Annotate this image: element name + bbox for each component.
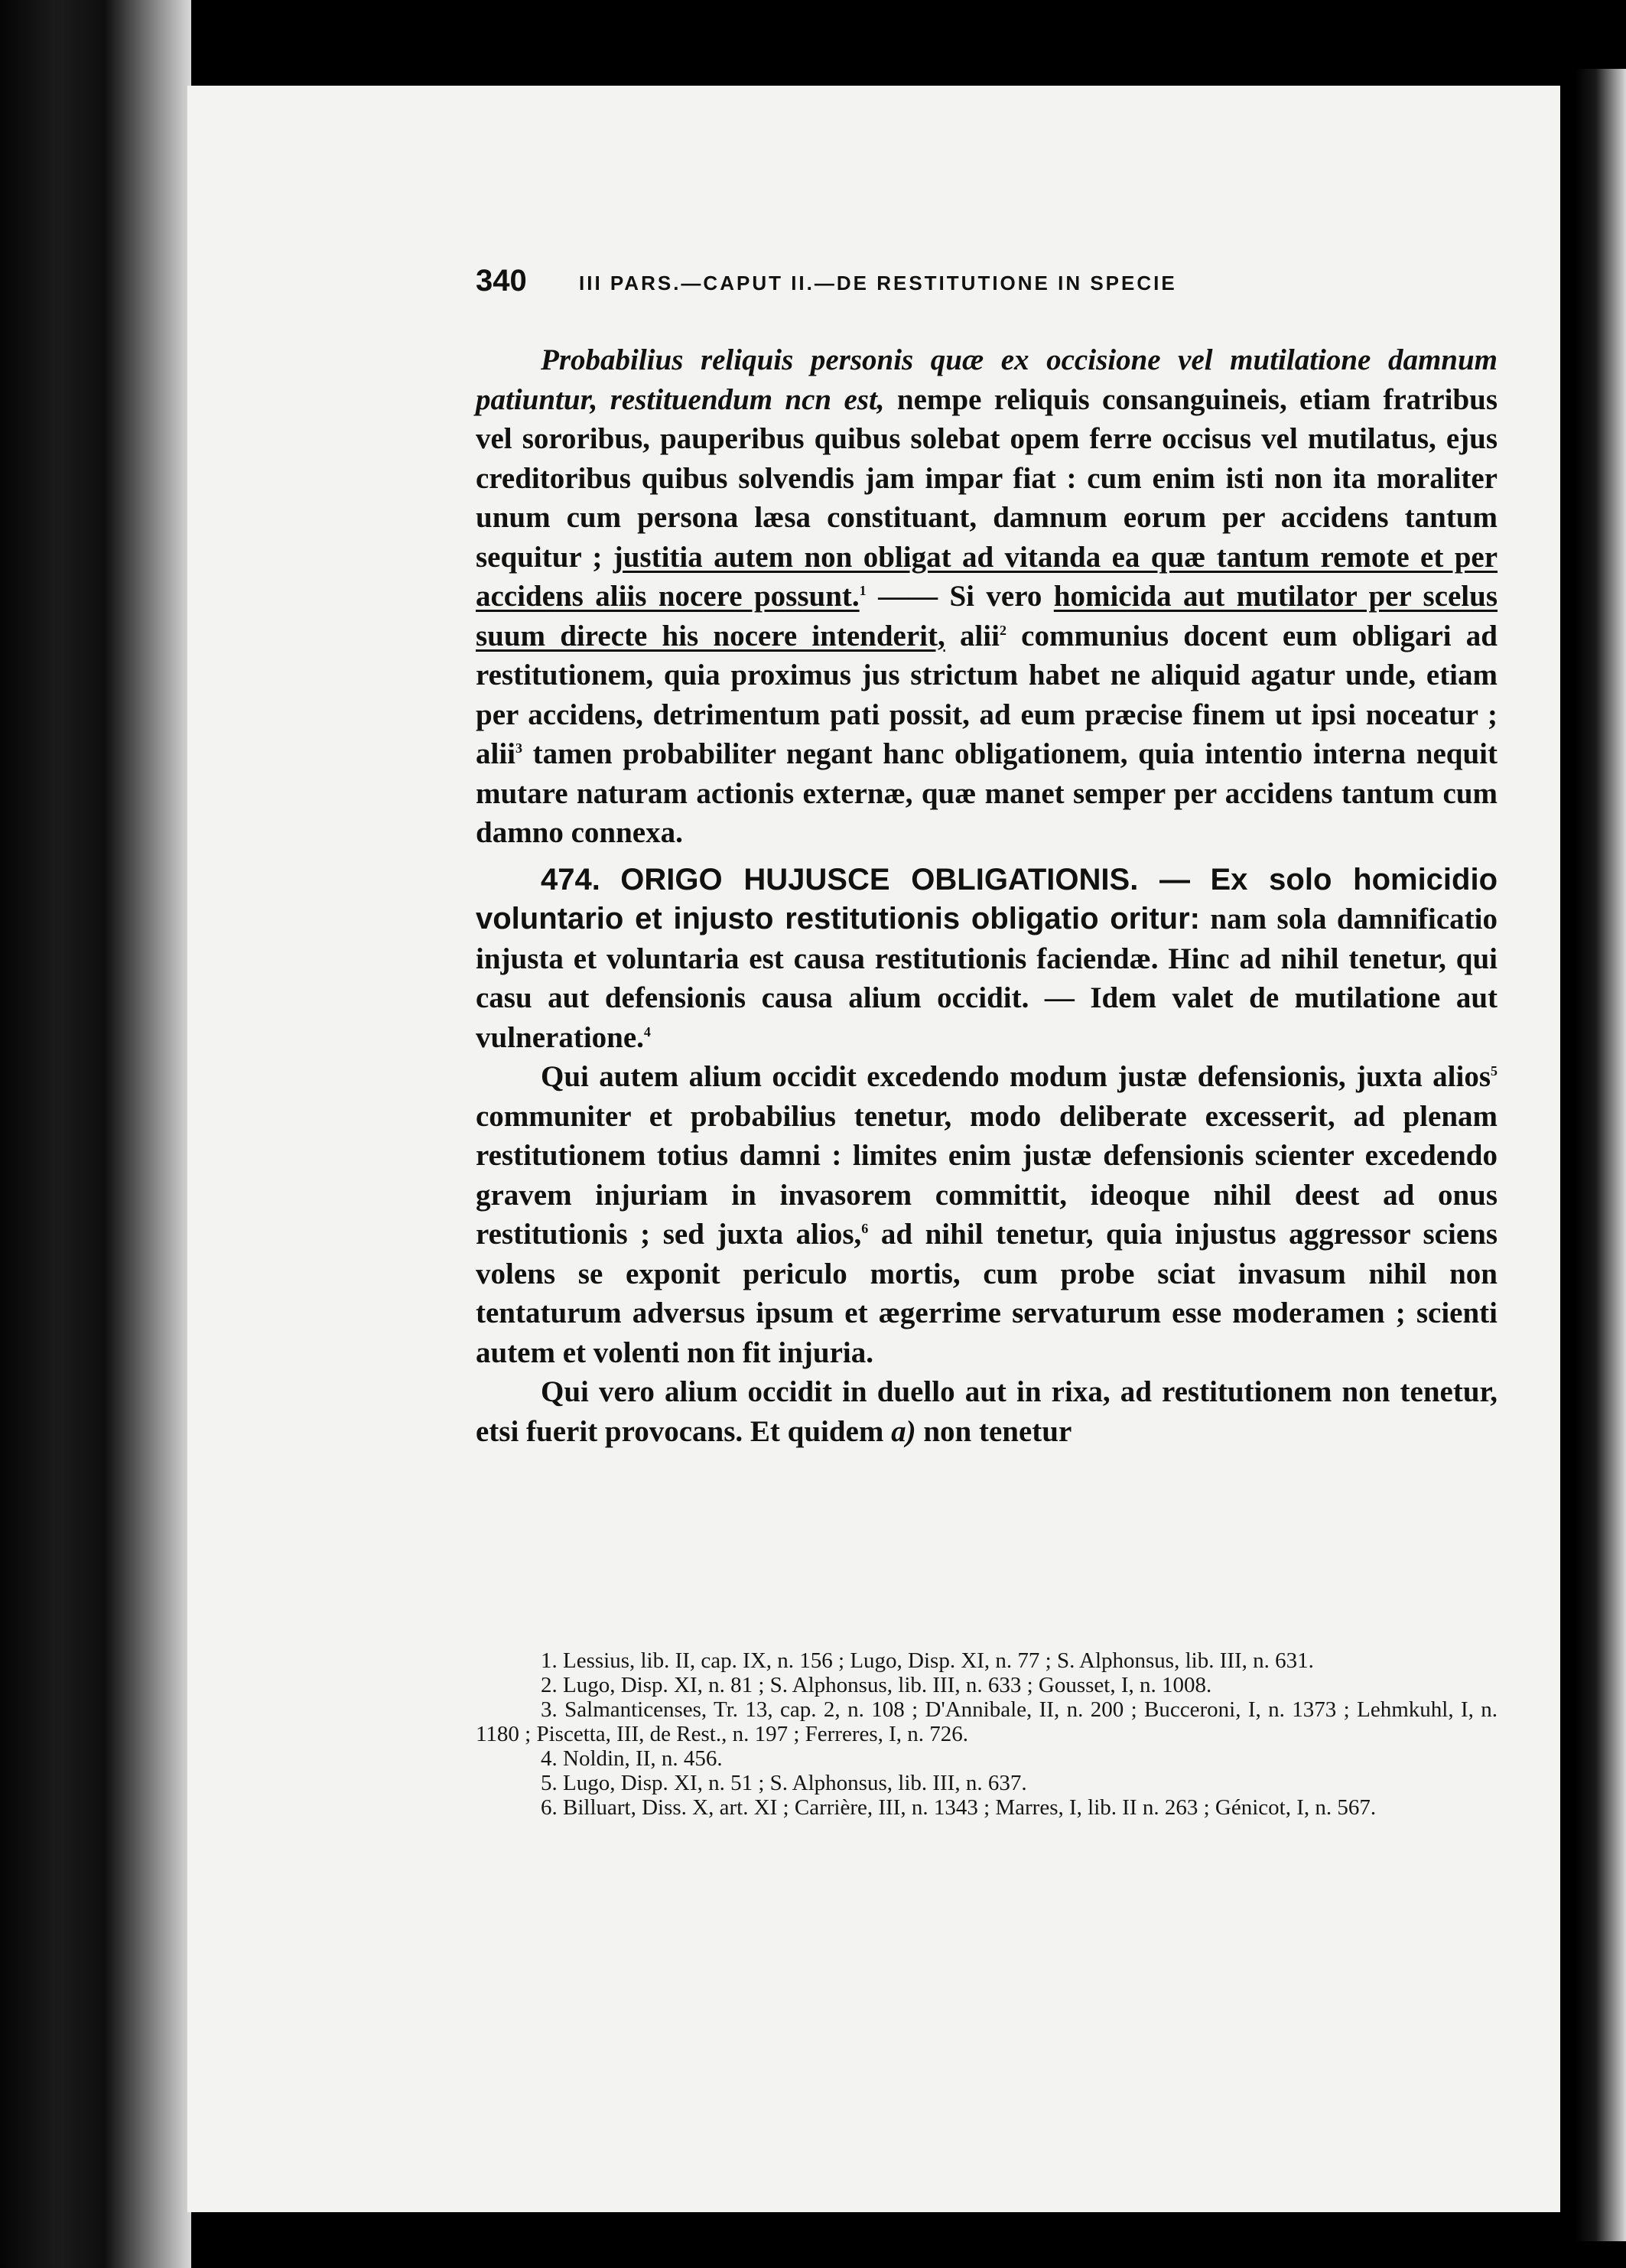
text-span: non tenetur xyxy=(923,1414,1072,1448)
footnote-ref: 4 xyxy=(643,1023,651,1040)
book-binding-shadow xyxy=(0,0,191,2268)
footnote-ref: 3 xyxy=(515,740,523,756)
text-span: —— Si vero xyxy=(878,580,1042,613)
facing-page-edge xyxy=(1576,69,1626,2241)
page-number: 340 xyxy=(476,264,527,298)
section-lead: Ex solo homicidio voluntario et injusto restitutionis obligatio oritur: xyxy=(476,862,1498,936)
running-head-title: III PARS.—CAPUT II.—DE RESTITUTIONE IN SPECIE xyxy=(579,272,1177,294)
section-paragraph xyxy=(476,861,1498,1058)
text-span: tamen probabiliter negant hanc obligationem, quia intentio interna nequit mutare naturam actionis externæ, quæ manet semper per accidens tantum cum damno connexa. xyxy=(476,737,1498,849)
paragraph-3 xyxy=(476,1057,1498,1372)
paragraph-4 xyxy=(476,1372,1498,1451)
footnote: 6. Billuart, Diss. X, art. XI ; Carrière, III, n. 1343 ; Marres, I, lib. II n. 263 ; Génicot, I, n. 567. xyxy=(541,1795,1377,1820)
text-span: communius docent eum obligari ad restitutionem, quia proximus jus strictum habet ne aliquid agatur unde, etiam per accidens, detrimentum pati possit, ad eum præcise finem ut ipsi noceatur ; alii xyxy=(476,619,1498,770)
running-head xyxy=(476,264,1498,302)
text-span: ad nihil tenetur, quia injustus aggressor sciens volens se exponit periculo mortis, cum probe sciat invasum nihil non tentaturum adversus ipsum et ægerrime servaturum esse moderamen ; scienti autem et volenti non fit injuria. xyxy=(476,1218,1498,1369)
text-span: nempe reliquis consanguineis, etiam fratribus vel sororibus, pauperibus quibus solebat opem ferre occisus vel mutilatus, ejus creditoribus quibus solvendis jam impar fiat : cum enim isti non ita moraliter unum cum persona læsa constituant, damnum eorum per accidens tantum sequitur ; xyxy=(476,382,1498,574)
footnote: 5. Lugo, Disp. XI, n. 51 ; S. Alphonsus, lib. III, n. 637. xyxy=(541,1771,1027,1795)
footnote: 4. Noldin, II, n. 456. xyxy=(541,1746,723,1771)
footnote-ref: 6 xyxy=(861,1221,869,1236)
section-number: 474. xyxy=(541,862,600,896)
text-span: communiter et probabilius tenetur, modo deliberate excesserit, ad plenam restitutionem totius damni : limites enim justæ defensionis scienter excedendo gravem injuriam in invasorem committit, ideoque nihil deest ad onus restitutionis ; sed juxta alios, xyxy=(476,1099,1498,1251)
footnote-ref: 5 xyxy=(1491,1063,1498,1079)
footnote-ref: 1 xyxy=(859,583,867,598)
footnote: 3. Salmanticenses, Tr. 13, cap. 2, n. 108 ; D'Annibale, II, n. 200 ; Bucceroni, I, n. 1373 ; Lehmkuhl, I, n. 1180 ; Piscetta, III, de Rest., n. 197 ; Ferreres, I, n. 726. xyxy=(476,1697,1498,1746)
footnote-ref: 2 xyxy=(999,622,1006,638)
underlined-passage: homicida aut mutilator per scelus suum directe his nocere intenderit, xyxy=(476,580,1498,652)
footnote: 2. Lugo, Disp. XI, n. 81 ; S. Alphonsus, lib. III, n. 633 ; Gousset, I, n. 1008. xyxy=(541,1673,1212,1697)
text-span: Qui vero alium occidit in duello aut in rixa, ad restitutionem non tenetur, etsi fuerit provocans. Et quidem xyxy=(476,1375,1498,1448)
italic-marker: a) xyxy=(891,1414,916,1448)
paragraph-1 xyxy=(476,340,1498,853)
italic-lead: Probabilius reliquis personis quæ ex occisione vel mutilatione damnum patiuntur, restituendum ncn est, xyxy=(476,343,1498,416)
underlined-passage: justitia autem non obligat ad vitanda ea quæ tantum remote et per accidens aliis nocere possunt. xyxy=(476,540,1498,613)
section-title: ORIGO HUJUSCE OBLIGATIONIS. — xyxy=(620,862,1191,896)
footnote: 1. Lessius, lib. II, cap. IX, n. 156 ; Lugo, Disp. XI, n. 77 ; S. Alphonsus, lib. III, n. 631. xyxy=(541,1648,1314,1673)
text-span: nam sola damnificatio injusta et voluntaria est causa restitutionis faciendæ. Hinc ad nihil tenetur, qui casu aut defensionis causa alium occidit. — Idem valet de mutilatione aut vulneratione. xyxy=(476,903,1498,1054)
text-span: Qui autem alium occidit excedendo modum justæ defensionis, juxta alios xyxy=(541,1060,1491,1093)
footnotes xyxy=(476,1648,1498,1820)
text-span: alii xyxy=(959,619,1000,652)
body-text xyxy=(476,340,1498,1451)
